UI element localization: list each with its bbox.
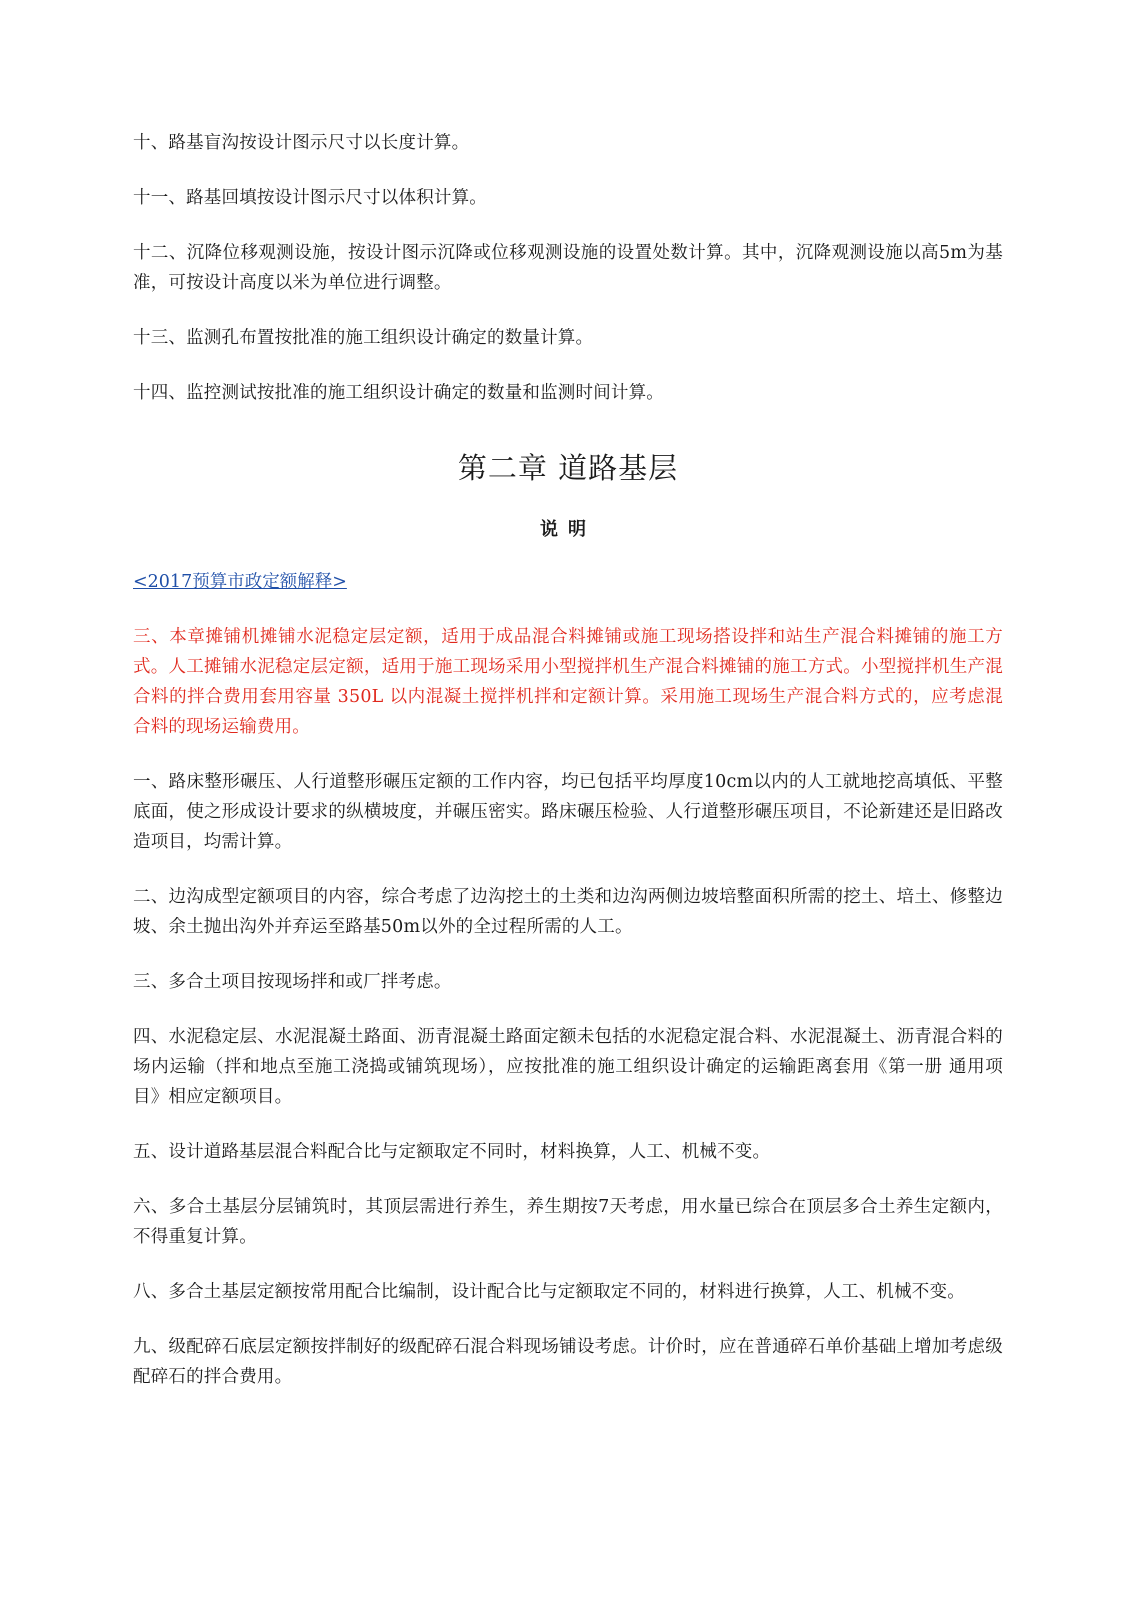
paragraph-13: 十三、监测孔布置按批准的施工组织设计确定的数量计算。 bbox=[133, 328, 594, 348]
paragraph-4: 四、水泥稳定层、水泥混凝土路面、沥青混凝土路面定额未包括的水泥稳定混合料、水泥混凝土、沥青混合料的场内运输（拌和地点至施工浇捣或铺筑现场），应按批准的施工组织设计确定的运输距离套用《第一册 通用项目》相应定额项目。 bbox=[133, 1027, 1003, 1107]
paragraph-5: 五、设计道路基层混合料配合比与定额取定不同时，材料换算，人工、机械不变。 bbox=[133, 1142, 771, 1162]
red-paragraph-3: 三、本章摊铺机摊铺水泥稳定层定额，适用于成品混合料摊铺或施工现场搭设拌和站生产混合料摊铺的施工方式。人工摊铺水泥稳定层定额，适用于施工现场采用小型搅拌机生产混合料摊铺的施工方式。小型搅拌机生产混合料的拌合费用套用容量 350L 以内混凝土搅拌机拌和定额计算。采用施工现场生产混合料方式的，应考虑混合料的现场运输费用。 bbox=[133, 627, 1003, 737]
paragraph-2: 二、边沟成型定额项目的内容，综合考虑了边沟挖土的土类和边沟两侧边坡培整面积所需的挖土、培土、修整边坡、余土抛出沟外并弃运至路基50m以外的全过程所需的人工。 bbox=[133, 887, 1003, 937]
link-row bbox=[133, 567, 1003, 597]
paragraph-8: 八、多合土基层定额按常用配合比编制，设计配合比与定额取定不同的，材料进行换算，人工、机械不变。 bbox=[133, 1282, 965, 1302]
paragraph-3: 三、多合土项目按现场拌和或厂拌考虑。 bbox=[133, 972, 452, 992]
paragraph-10: 十、路基盲沟按设计图示尺寸以长度计算。 bbox=[133, 133, 470, 153]
paragraph-1: 一、路床整形碾压、人行道整形碾压定额的工作内容，均已包括平均厚度10cm以内的人工就地挖高填低、平整底面，使之形成设计要求的纵横坡度，并碾压密实。路床碾压检验、人行道整形碾压项目，不论新建还是旧路改造项目，均需计算。 bbox=[133, 772, 1003, 852]
paragraph-11: 十一、路基回填按设计图示尺寸以体积计算。 bbox=[133, 188, 487, 208]
chapter-title: 第二章 道路基层 bbox=[457, 451, 679, 485]
document-page bbox=[133, 128, 1003, 1417]
paragraph-12: 十二、沉降位移观测设施，按设计图示沉降或位移观测设施的设置处数计算。其中，沉降观测设施以高5m为基准，可按设计高度以米为单位进行调整。 bbox=[133, 243, 1003, 293]
interpretation-link[interactable]: <2017预算市政定额解释> bbox=[133, 572, 347, 592]
paragraph-9: 九、级配碎石底层定额按拌制好的级配碎石混合料现场铺设考虑。计价时，应在普通碎石单价基础上增加考虑级配碎石的拌合费用。 bbox=[133, 1337, 1003, 1387]
paragraph-14: 十四、监控测试按批准的施工组织设计确定的数量和监测时间计算。 bbox=[133, 383, 664, 403]
paragraph-6: 六、多合土基层分层铺筑时，其顶层需进行养生，养生期按7天考虑，用水量已综合在顶层多合土养生定额内，不得重复计算。 bbox=[133, 1197, 1003, 1247]
section-title: 说明 bbox=[540, 519, 596, 540]
